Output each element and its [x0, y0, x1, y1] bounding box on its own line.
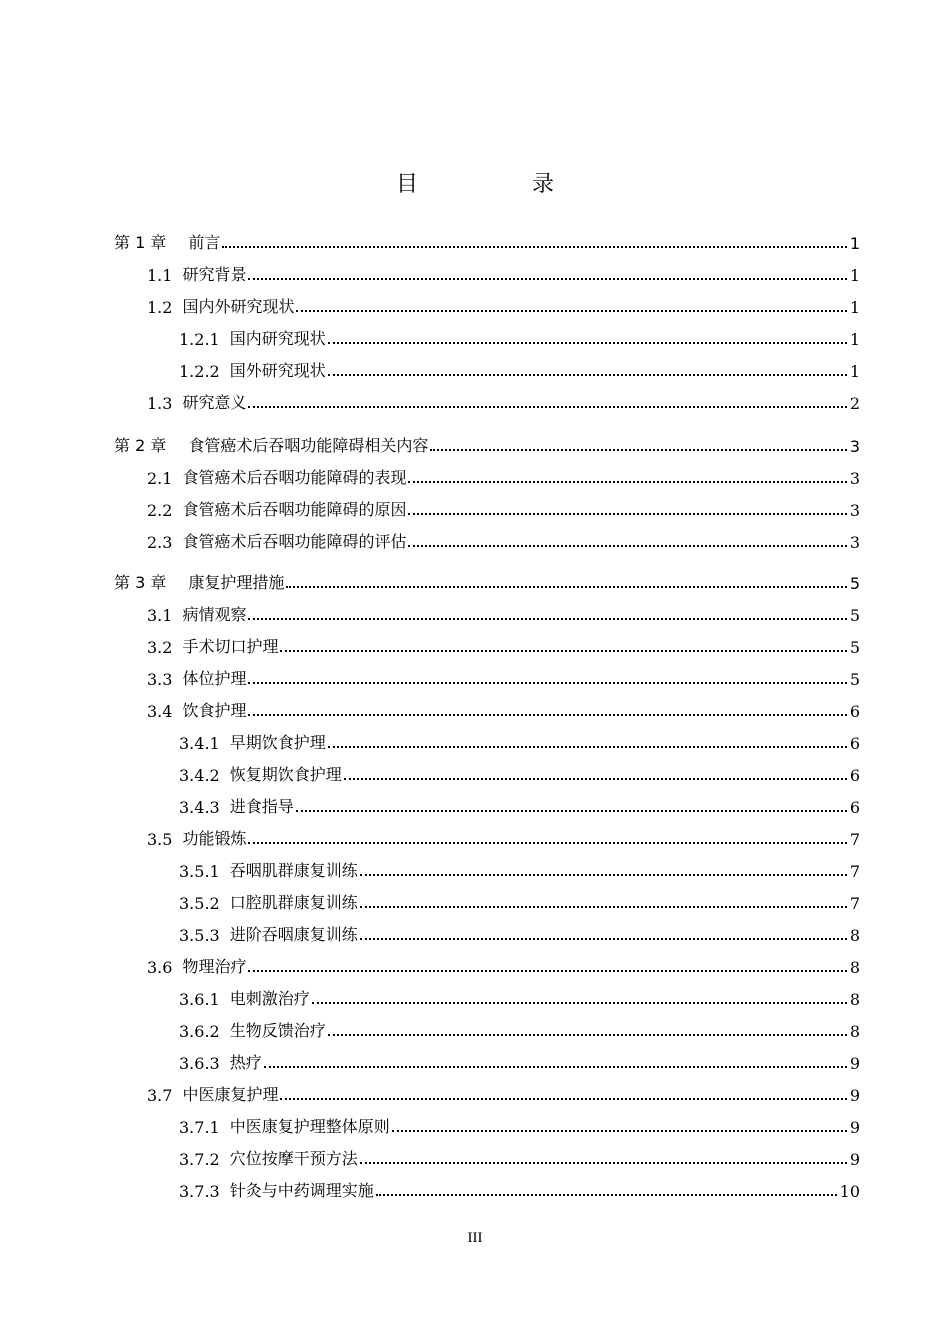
toc-entry-title: 研究意义 [182, 393, 247, 412]
toc-entry-number: 1.3 [147, 394, 173, 413]
toc-entry-title: 国内研究现状 [229, 329, 326, 348]
toc-entry-title: 食管癌术后吞咽功能障碍的原因 [182, 500, 407, 519]
toc-entry-title: 热疗 [229, 1053, 262, 1072]
toc-entry-title: 早期饮食护理 [229, 733, 326, 752]
toc-entry-title: 食管癌术后吞咽功能障碍的评估 [182, 532, 407, 551]
toc-entry-number: 3.4.1 [179, 734, 220, 753]
toc-entry-number: 2.3 [147, 533, 173, 552]
toc-entry-number: 3.6 [147, 958, 173, 977]
toc-entry-page: 1 [849, 330, 860, 349]
toc-entry-title: 物理治疗 [182, 957, 247, 976]
toc-entry-number: 3.6.1 [179, 990, 220, 1009]
toc-section-entry[interactable] [147, 955, 860, 977]
toc-subsection-entry[interactable] [179, 1019, 860, 1041]
toc-entry-title: 中医康复护理整体原则 [229, 1117, 390, 1136]
toc-entry-page: 5 [849, 638, 860, 657]
toc-subsection-entry[interactable] [179, 1179, 860, 1201]
toc-entry-page: 3 [849, 533, 860, 552]
toc-entry-page: 7 [849, 894, 860, 913]
toc-section-entry[interactable] [147, 466, 860, 488]
toc-entry-title: 口腔肌群康复训练 [229, 893, 358, 912]
toc-section-entry[interactable] [147, 391, 860, 413]
toc-entry-title: 功能锻炼 [182, 829, 247, 848]
toc-chapter-entry[interactable] [114, 571, 860, 593]
toc-entry-number: 3.4.3 [179, 798, 220, 817]
toc-entry-title: 体位护理 [182, 669, 247, 688]
toc-entry-title: 国外研究现状 [229, 361, 326, 380]
toc-entry-page: 1 [849, 362, 860, 381]
toc-dot-leader [248, 618, 846, 620]
toc-entry-number: 3.7 [147, 1086, 173, 1105]
toc-dot-leader [286, 586, 846, 588]
toc-subsection-entry[interactable] [179, 795, 860, 817]
toc-entry-page: 6 [849, 798, 860, 817]
toc-subsection-entry[interactable] [179, 731, 860, 753]
toc-entry-page: 6 [849, 702, 860, 721]
toc-entry-number: 1.2.1 [179, 330, 220, 349]
toc-entry-page: 1 [849, 298, 860, 317]
toc-entry-number: 2.2 [147, 501, 173, 520]
toc-section-entry[interactable] [147, 498, 860, 520]
toc-subsection-entry[interactable] [179, 763, 860, 785]
toc-dot-leader [248, 682, 846, 684]
toc-subsection-entry[interactable] [179, 1115, 860, 1137]
toc-subsection-entry[interactable] [179, 359, 860, 381]
toc-entry-number: 第 2 章 [114, 436, 167, 455]
toc-subsection-entry[interactable] [179, 987, 860, 1009]
toc-entry-number: 1.2 [147, 298, 173, 317]
toc-entry-page: 5 [849, 606, 860, 625]
toc-entry-title: 穴位按摩干预方法 [229, 1149, 358, 1168]
toc-subsection-entry[interactable] [179, 859, 860, 881]
toc-entry-number: 3.5.3 [179, 926, 220, 945]
toc-section-entry[interactable] [147, 667, 860, 689]
toc-entry-page: 3 [849, 469, 860, 488]
toc-subsection-entry[interactable] [179, 1147, 860, 1169]
toc-entry-title: 生物反馈治疗 [229, 1021, 326, 1040]
toc-subsection-entry[interactable] [179, 327, 860, 349]
toc-dot-leader [344, 778, 847, 780]
toc-subsection-entry[interactable] [179, 923, 860, 945]
toc-entry-number: 1.2.2 [179, 362, 220, 381]
toc-entry-title: 病情观察 [182, 605, 247, 624]
toc-entry-title: 饮食护理 [182, 701, 247, 720]
toc-entry-page: 1 [849, 266, 860, 285]
toc-dot-leader [360, 1162, 847, 1164]
toc-dot-leader [328, 746, 847, 748]
toc-entry-title: 食管癌术后吞咽功能障碍的表现 [182, 468, 407, 487]
toc-entry-page: 8 [849, 1022, 860, 1041]
toc-entry-title: 针灸与中药调理实施 [229, 1181, 374, 1200]
toc-entry-title: 食管癌术后吞咽功能障碍相关内容 [188, 436, 429, 455]
toc-entry-title: 电刺激治疗 [229, 989, 310, 1008]
toc-entry-number: 3.7.1 [179, 1118, 220, 1137]
toc-entry-page: 5 [849, 574, 860, 593]
toc-dot-leader [430, 449, 846, 451]
toc-dot-leader [408, 545, 846, 547]
toc-dot-leader [296, 310, 846, 312]
toc-entry-page: 9 [849, 1150, 860, 1169]
toc-entry-number: 第 3 章 [114, 573, 167, 592]
toc-dot-leader [328, 342, 847, 344]
toc-entry-page: 6 [849, 734, 860, 753]
toc-subsection-entry[interactable] [179, 891, 860, 913]
toc-entry-page: 9 [849, 1054, 860, 1073]
toc-entry-number: 2.1 [147, 469, 173, 488]
toc-dot-leader [248, 714, 846, 716]
toc-entry-number: 3.7.2 [179, 1150, 220, 1169]
toc-dot-leader [408, 481, 846, 483]
toc-entry-page: 6 [849, 766, 860, 785]
toc-entry-number: 3.5.1 [179, 862, 220, 881]
toc-section-entry[interactable] [147, 530, 860, 552]
toc-subsection-entry[interactable] [179, 1051, 860, 1073]
toc-entry-number: 3.6.3 [179, 1054, 220, 1073]
toc-entry-page: 8 [849, 990, 860, 1009]
toc-entry-number: 3.2 [147, 638, 173, 657]
toc-dot-leader [248, 406, 846, 408]
toc-dot-leader [264, 1066, 847, 1068]
toc-dot-leader [222, 246, 846, 248]
toc-dot-leader [296, 810, 847, 812]
toc-entry-page: 1 [849, 234, 860, 253]
page-number: III [467, 1230, 483, 1246]
toc-entry-page: 8 [849, 926, 860, 945]
toc-dot-leader [360, 906, 847, 908]
toc-dot-leader [328, 1034, 847, 1036]
toc-entry-title: 进食指导 [229, 797, 294, 816]
toc-entry-page: 9 [849, 1086, 860, 1105]
toc-entry-number: 3.7.3 [179, 1182, 220, 1201]
toc-section-entry[interactable] [147, 827, 860, 849]
toc-dot-leader [280, 650, 846, 652]
toc-entry-number: 3.5.2 [179, 894, 220, 913]
toc-section-entry[interactable] [147, 295, 860, 317]
toc-dot-leader [360, 874, 847, 876]
toc-entry-page: 3 [849, 437, 860, 456]
toc-entry-number: 3.4 [147, 702, 173, 721]
toc-entry-title: 手术切口护理 [182, 637, 279, 656]
toc-entry-title: 研究背景 [182, 265, 247, 284]
toc-title: 目 录 [395, 172, 600, 197]
toc-section-entry[interactable] [147, 603, 860, 625]
toc-entry-title: 国内外研究现状 [182, 297, 295, 316]
toc-chapter-entry[interactable] [114, 434, 860, 456]
toc-entry-page: 7 [849, 862, 860, 881]
toc-section-entry[interactable] [147, 263, 860, 285]
toc-entry-page: 7 [849, 830, 860, 849]
toc-entry-number: 3.6.2 [179, 1022, 220, 1041]
toc-dot-leader [360, 938, 847, 940]
toc-section-entry[interactable] [147, 635, 860, 657]
toc-entry-number: 3.4.2 [179, 766, 220, 785]
toc-entry-title: 中医康复护理 [182, 1085, 279, 1104]
toc-entry-number: 第 1 章 [114, 233, 167, 252]
toc-entry-page: 5 [849, 670, 860, 689]
toc-dot-leader [280, 1098, 846, 1100]
toc-entry-page: 9 [849, 1118, 860, 1137]
toc-section-entry[interactable] [147, 699, 860, 721]
toc-dot-leader [248, 970, 846, 972]
toc-section-entry[interactable] [147, 1083, 860, 1105]
toc-entry-title: 康复护理措施 [188, 573, 285, 592]
toc-entry-number: 1.1 [147, 266, 173, 285]
toc-entry-number: 3.3 [147, 670, 173, 689]
toc-entry-title: 恢复期饮食护理 [229, 765, 342, 784]
toc-entry-page: 3 [849, 501, 860, 520]
toc-chapter-entry[interactable] [114, 231, 860, 253]
toc-entry-page: 8 [849, 958, 860, 977]
toc-dot-leader [248, 278, 846, 280]
toc-dot-leader [376, 1194, 837, 1196]
toc-entry-page: 2 [849, 394, 860, 413]
toc-dot-leader [392, 1130, 847, 1132]
toc-entry-number: 3.1 [147, 606, 173, 625]
toc-dot-leader [408, 513, 846, 515]
toc-entry-title: 前言 [188, 233, 221, 252]
toc-dot-leader [328, 374, 847, 376]
toc-dot-leader [312, 1002, 847, 1004]
toc-entry-title: 吞咽肌群康复训练 [229, 861, 358, 880]
toc-dot-leader [248, 842, 846, 844]
toc-entry-number: 3.5 [147, 830, 173, 849]
toc-entry-page: 10 [839, 1182, 860, 1201]
toc-entry-title: 进阶吞咽康复训练 [229, 925, 358, 944]
